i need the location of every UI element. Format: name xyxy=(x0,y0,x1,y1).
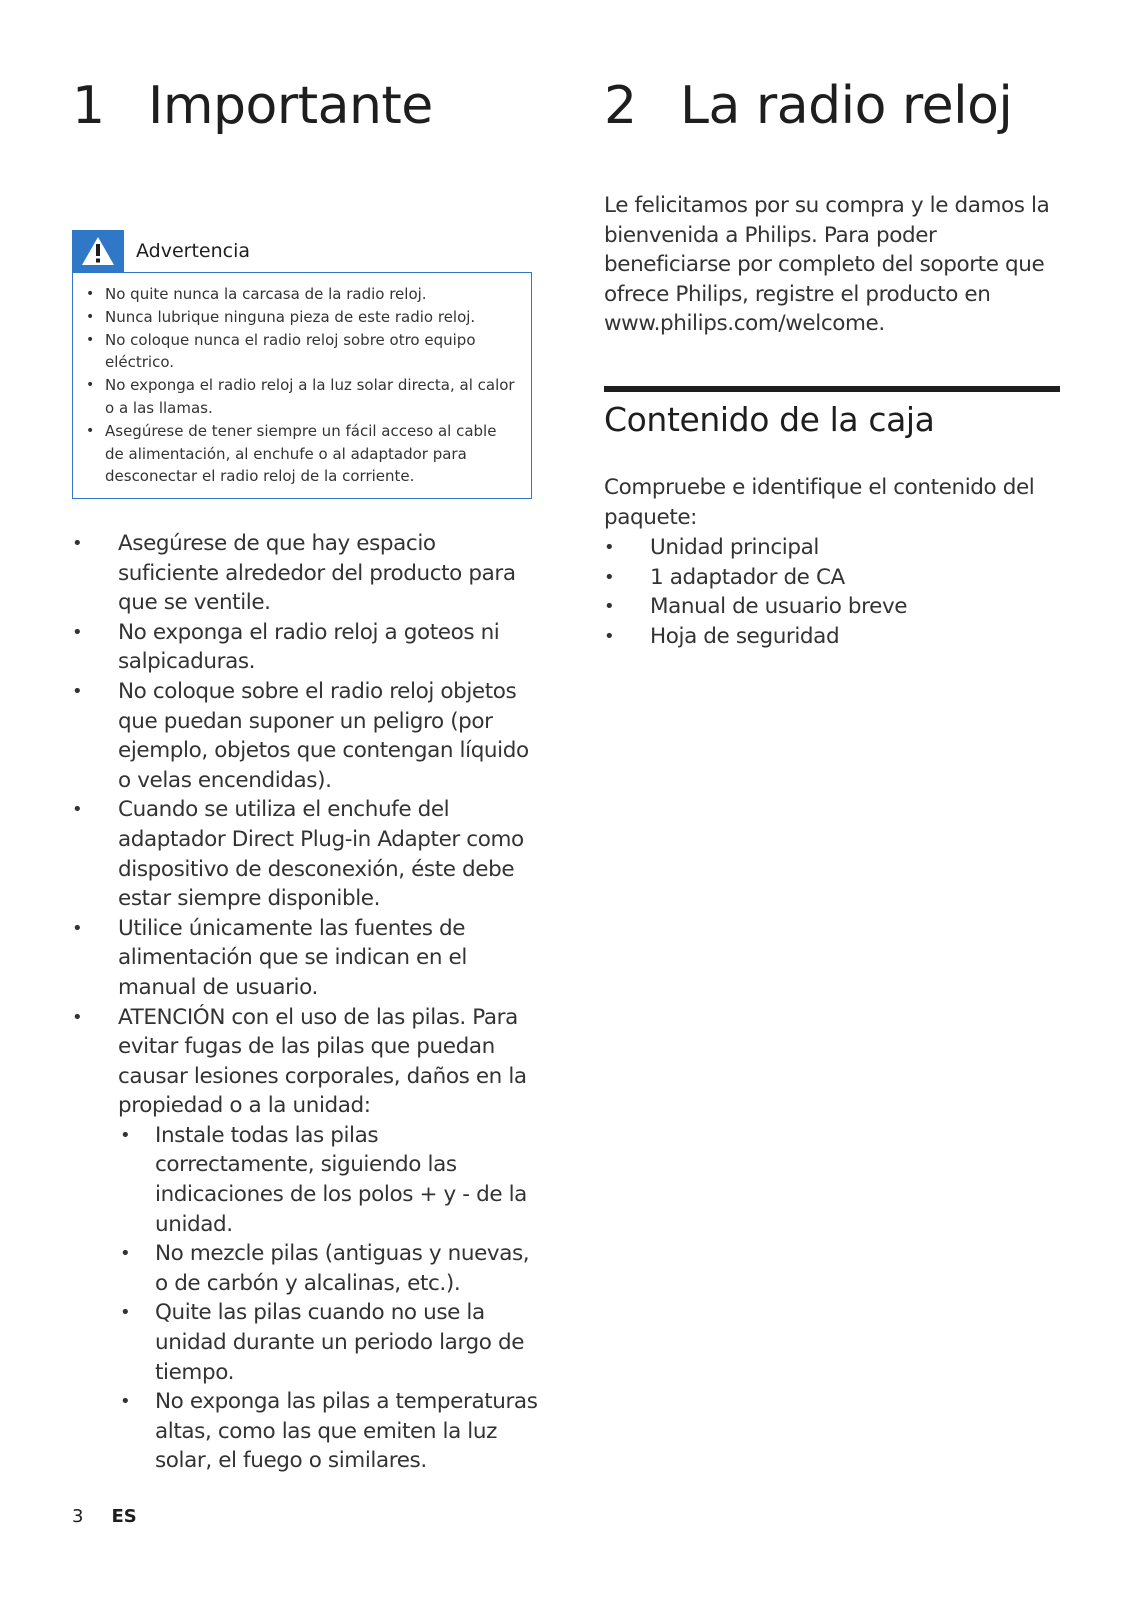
battery-sublist xyxy=(118,1121,542,1476)
box-contents-intro: Compruebe e identifique el contenido del paquete: xyxy=(604,475,1035,530)
warning-box xyxy=(72,230,532,499)
warning-label: Advertencia xyxy=(136,240,251,262)
box-item: • Unidad principal xyxy=(604,533,1064,563)
warning-item: • Nunca lubrique ninguna pieza de este radio reloj. xyxy=(83,306,517,329)
warning-item: • No quite nunca la carcasa de la radio reloj. xyxy=(83,283,517,306)
chapter-title-importante xyxy=(72,76,433,136)
warning-list xyxy=(83,283,517,488)
safety-item xyxy=(72,529,542,618)
chapter-title-radio-reloj xyxy=(604,76,1012,136)
safety-item xyxy=(72,914,542,1003)
battery-item: • Instale todas las pilas correctamente, siguiendo las indicaciones de los polos + y - de la unidad. xyxy=(118,1121,542,1239)
section-title: Contenido de la caja xyxy=(604,400,935,439)
safety-item-text: No coloque sobre el radio reloj objetos que puedan suponer un peligro (por ejemplo, objetos que contengan líquido o velas encendidas). xyxy=(118,678,529,793)
safety-item xyxy=(72,618,542,677)
battery-item: • No mezcle pilas (antiguas y nuevas, o de carbón y alcalinas, etc.). xyxy=(118,1239,542,1298)
warning-item: • No coloque nunca el radio reloj sobre otro equipo eléctrico. xyxy=(83,329,517,375)
warning-body xyxy=(72,272,532,499)
warning-triangle-icon xyxy=(72,230,124,272)
safety-item xyxy=(72,795,542,913)
section-divider xyxy=(604,386,1060,392)
battery-item: • Quite las pilas cuando no use la unidad durante un periodo largo de tiempo. xyxy=(118,1298,542,1387)
box-item: • 1 adaptador de CA xyxy=(604,563,1064,593)
safety-item-text: Asegúrese de que hay espacio suficiente alrededor del producto para que se ventile. xyxy=(118,531,516,616)
warning-header xyxy=(72,230,532,272)
safety-item-text: No exponga el radio reloj a goteos ni salpicaduras. xyxy=(118,619,500,675)
language-code: ES xyxy=(111,1506,137,1527)
safety-item-text: Utilice únicamente las fuentes de alimentación que se indican en el manual de usuario. xyxy=(118,915,467,1000)
box-contents-list xyxy=(604,533,1064,651)
battery-item: • No exponga las pilas a temperaturas altas, como las que emiten la luz solar, el fuego o similares. xyxy=(118,1387,542,1476)
page-footer xyxy=(72,1506,137,1527)
chapter-number: 2 xyxy=(604,76,637,136)
box-item: • Manual de usuario breve xyxy=(604,592,1064,622)
chapter-title-text: Importante xyxy=(148,76,433,136)
safety-list xyxy=(72,529,542,1476)
chapter-number: 1 xyxy=(72,76,105,136)
intro-paragraph: Le felicitamos por su compra y le damos la bienvenida a Philips. Para poder beneficiarse por completo del soporte que ofrece Philips, registre el producto en www.philips.com/welcome. xyxy=(604,193,1050,337)
safety-item xyxy=(72,677,542,795)
box-item: • Hoja de seguridad xyxy=(604,622,1064,652)
safety-item-text: ATENCIÓN con el uso de las pilas. Para evitar fugas de las pilas que puedan causar lesiones corporales, daños en la propiedad o a la unidad: xyxy=(118,1004,527,1119)
safety-item-text: Cuando se utiliza el enchufe del adaptador Direct Plug-in Adapter como dispositivo de desconexión, éste debe estar siempre disponible. xyxy=(118,797,524,912)
safety-item-batteries xyxy=(72,1003,542,1477)
warning-item: • Asegúrese de tener siempre un fácil acceso al cable de alimentación, al enchufe o al adaptador para desconectar el radio reloj de la corriente. xyxy=(83,420,517,488)
warning-item: • No exponga el radio reloj a la luz solar directa, al calor o a las llamas. xyxy=(83,374,517,420)
chapter-title-text: La radio reloj xyxy=(680,76,1013,136)
page-number: 3 xyxy=(72,1506,84,1527)
